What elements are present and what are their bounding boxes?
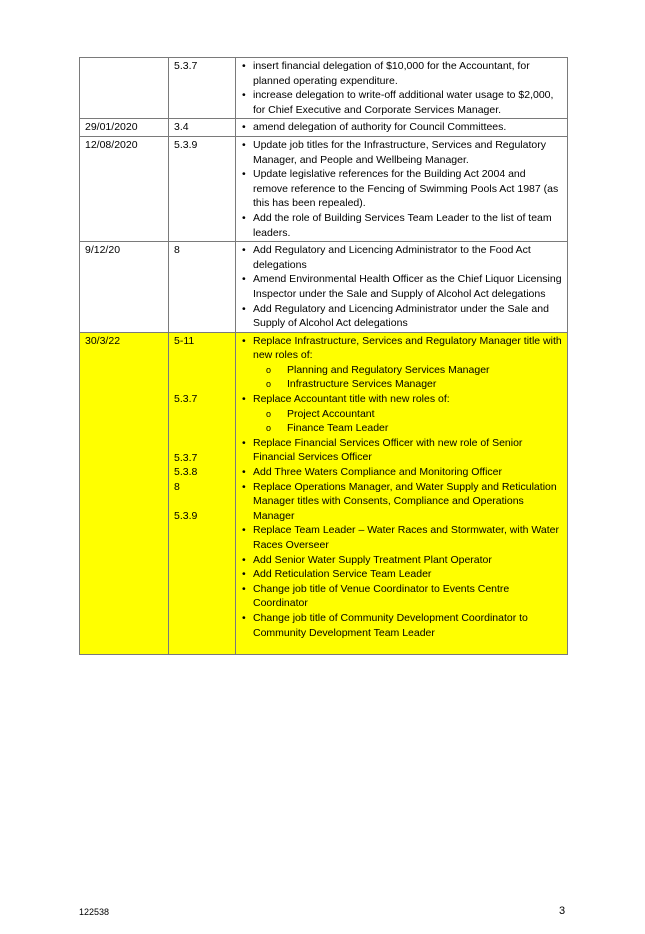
- changes-cell: [236, 136, 568, 241]
- change-text: Replace Accountant title with new roles of:: [253, 393, 450, 406]
- change-item: • Add Regulatory and Licencing Administrator to the Food Act delegations: [253, 243, 563, 272]
- change-item: • insert financial delegation of $10,000 for the Accountant, for planned operating expenditure.: [253, 59, 563, 88]
- table-row: [80, 136, 568, 241]
- section-ref: 5-11: [174, 334, 195, 347]
- sub-role-item: o Project Accountant: [287, 407, 563, 422]
- change-item: • Add Senior Water Supply Treatment Plant Operator: [253, 553, 563, 568]
- sub-role-item: o Infrastructure Services Manager: [287, 377, 563, 392]
- date-cell: 29/01/2020: [80, 119, 169, 137]
- changes-cell: [236, 119, 568, 137]
- table-row: [80, 58, 568, 119]
- date-cell: 9/12/20: [80, 242, 169, 333]
- changes-cell: [236, 242, 568, 333]
- section-cell: 5.3.9: [169, 136, 236, 241]
- change-item: • Add the role of Building Services Team Leader to the list of team leaders.: [253, 211, 563, 240]
- change-item: [253, 392, 563, 436]
- delegations-amendment-table: [79, 57, 568, 655]
- change-item: • Update job titles for the Infrastructure, Services and Regulatory Manager, and People and Wellbeing Manager.: [253, 138, 563, 167]
- sub-role-item: o Finance Team Leader: [287, 421, 563, 436]
- date-cell: 12/08/2020: [80, 136, 169, 241]
- change-item: • Change job title of Venue Coordinator to Events Centre Coordinator: [253, 582, 563, 611]
- date-cell: [80, 58, 169, 119]
- section-cell: 3.4: [169, 119, 236, 137]
- page-number: 3: [559, 905, 566, 917]
- change-item: [253, 334, 563, 392]
- change-item: • increase delegation to write-off additional water usage to $2,000, for Chief Executive and Corporate Services Manager.: [253, 88, 563, 117]
- change-item: • Change job title of Community Development Coordinator to Community Development Team Leader: [253, 611, 563, 640]
- change-item: • Add Reticulation Service Team Leader: [253, 567, 563, 582]
- change-item: • Replace Financial Services Officer with new role of Senior Financial Services Officer: [253, 436, 563, 465]
- table-row: [80, 242, 568, 333]
- changes-cell: [236, 332, 568, 654]
- change-item: • Replace Operations Manager, and Water Supply and Reticulation Manager titles with Consents, Compliance and Operations Manager: [253, 480, 563, 524]
- change-item: • Add Regulatory and Licencing Administrator under the Sale and Supply of Alcohol Act delegations: [253, 302, 563, 331]
- changes-cell: [236, 58, 568, 119]
- change-text: Replace Infrastructure, Services and Regulatory Manager title with new roles of:: [253, 334, 562, 362]
- change-item: • amend delegation of authority for Council Committees.: [253, 120, 563, 135]
- date-cell: 30/3/22: [80, 332, 169, 654]
- change-item: • Amend Environmental Health Officer as the Chief Liquor Licensing Inspector under the Sale and Supply of Alcohol Act delegations: [253, 272, 563, 301]
- section-ref: 8: [174, 481, 180, 494]
- section-ref: 5.3.9: [174, 510, 198, 523]
- section-ref: 5.3.8: [174, 466, 198, 479]
- section-cell: 8: [169, 242, 236, 333]
- sub-role-item: o Planning and Regulatory Services Manager: [287, 363, 563, 378]
- change-item: • Add Three Waters Compliance and Monitoring Officer: [253, 465, 563, 480]
- section-cell: 5.3.7: [169, 58, 236, 119]
- document-id: 122538: [79, 907, 110, 917]
- section-ref: 5.3.7: [174, 451, 198, 464]
- table-row: [80, 119, 568, 137]
- section-cell: [169, 332, 236, 654]
- change-item: • Replace Team Leader – Water Races and Stormwater, with Water Races Overseer: [253, 523, 563, 552]
- change-item: • Update legislative references for the Building Act 2004 and remove reference to the Fencing of Swimming Pools Act 1987 (as this has been repealed).: [253, 167, 563, 211]
- highlighted-table-row: [80, 332, 568, 654]
- section-ref: 5.3.7: [174, 393, 198, 406]
